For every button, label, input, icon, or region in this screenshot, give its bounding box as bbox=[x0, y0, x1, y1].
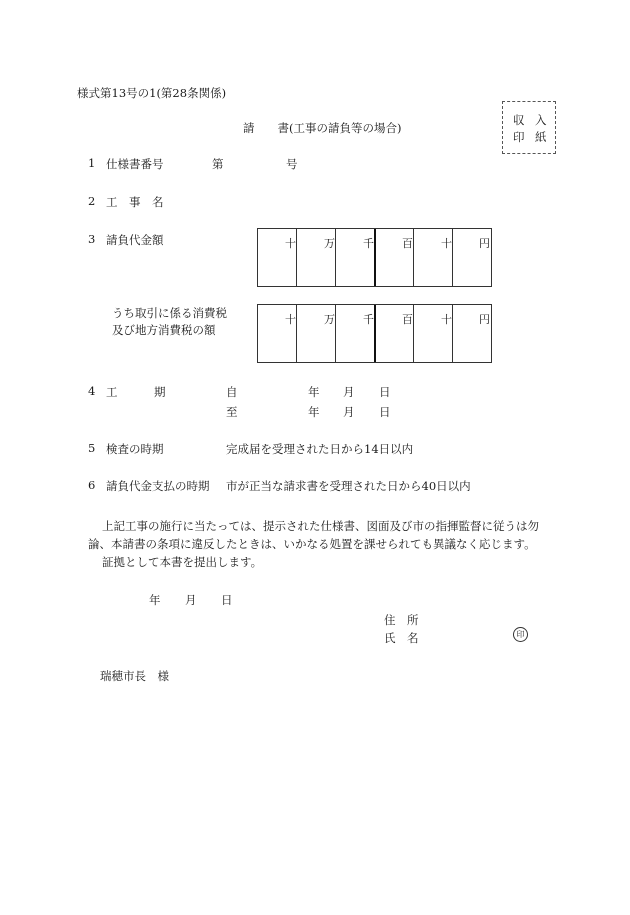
date-month: 月 bbox=[185, 593, 197, 607]
inspection-value: 完成届を受理された日から14日以内 bbox=[226, 442, 414, 456]
amount-column-divider bbox=[452, 305, 453, 362]
contract-amount-label: 請負代金額 bbox=[106, 233, 164, 247]
amount-column-divider bbox=[335, 229, 336, 286]
date-day: 日 bbox=[221, 593, 233, 607]
period-from-year: 年 bbox=[308, 385, 320, 399]
unit-label: 円 bbox=[479, 313, 490, 326]
unit-label: 十 bbox=[285, 237, 296, 250]
amount-column-divider bbox=[296, 229, 297, 286]
document-title: 請 書(工事の請負等の場合) bbox=[243, 121, 402, 135]
spec-number-prefix: 第 bbox=[212, 157, 224, 171]
name-label: 氏 名 bbox=[384, 631, 419, 645]
period-from-day: 日 bbox=[379, 385, 391, 399]
period-label-b: 期 bbox=[154, 385, 166, 399]
seal-mark: 印 bbox=[513, 627, 528, 642]
revenue-stamp-box bbox=[502, 101, 556, 154]
period-to-day: 日 bbox=[379, 405, 391, 419]
item-number: 2 bbox=[88, 194, 96, 208]
item-number: 3 bbox=[88, 232, 96, 246]
spec-number-label: 仕様書番号 bbox=[106, 157, 164, 171]
amount-column-divider bbox=[335, 305, 336, 362]
item-number: 5 bbox=[88, 441, 96, 455]
tax-amount-box bbox=[257, 304, 492, 363]
form-reference: 様式第13号の1(第28条関係) bbox=[77, 86, 227, 100]
address-label: 住 所 bbox=[384, 613, 419, 627]
stamp-char: 収 bbox=[513, 113, 525, 127]
period-from-month: 月 bbox=[343, 385, 355, 399]
item-number: 6 bbox=[88, 478, 96, 492]
period-to-year: 年 bbox=[308, 405, 320, 419]
amount-column-divider bbox=[296, 305, 297, 362]
tax-label-line2: 及び地方消費税の額 bbox=[112, 323, 216, 337]
body-line-2: 論、本請書の条項に違反したときは、いかなる処置を課せられても異議なく応じます。 bbox=[88, 537, 536, 551]
amount-column-divider bbox=[374, 305, 376, 362]
tax-label-line1: うち取引に係る消費税 bbox=[112, 306, 227, 320]
unit-label: 十 bbox=[441, 313, 452, 326]
date-year: 年 bbox=[149, 593, 161, 607]
unit-label: 百 bbox=[402, 237, 413, 250]
payment-value: 市が正当な請求書を受理された日から40日以内 bbox=[226, 479, 471, 493]
unit-label: 万 bbox=[324, 237, 335, 250]
unit-label: 百 bbox=[402, 313, 413, 326]
unit-label: 万 bbox=[324, 313, 335, 326]
body-line-3: 証拠として本書を提出します。 bbox=[102, 555, 263, 569]
period-to: 至 bbox=[226, 405, 238, 419]
body-line-1: 上記工事の施行に当たっては、提示された仕様書、図面及び市の指揮監督に従うは勿 bbox=[102, 519, 539, 533]
period-from: 自 bbox=[226, 385, 238, 399]
work-name-label: 工 事 名 bbox=[106, 195, 164, 209]
stamp-char: 紙 bbox=[535, 130, 547, 144]
unit-label: 千 bbox=[363, 313, 374, 326]
inspection-label: 検査の時期 bbox=[106, 442, 164, 456]
stamp-char: 印 bbox=[513, 130, 525, 144]
amount-column-divider bbox=[452, 229, 453, 286]
period-to-month: 月 bbox=[343, 405, 355, 419]
unit-label: 円 bbox=[479, 237, 490, 250]
item-number: 1 bbox=[88, 156, 96, 170]
amount-column-divider bbox=[374, 229, 376, 286]
amount-column-divider bbox=[413, 305, 414, 362]
payment-label: 請負代金支払の時期 bbox=[106, 479, 210, 493]
stamp-char: 入 bbox=[535, 113, 547, 127]
addressee: 瑞穂市長 様 bbox=[100, 669, 169, 683]
item-number: 4 bbox=[88, 384, 96, 398]
unit-label: 十 bbox=[285, 313, 296, 326]
unit-label: 十 bbox=[441, 237, 452, 250]
unit-label: 千 bbox=[363, 237, 374, 250]
spec-number-suffix: 号 bbox=[286, 157, 298, 171]
contract-amount-box bbox=[257, 228, 492, 287]
period-label-a: 工 bbox=[106, 385, 118, 399]
amount-column-divider bbox=[413, 229, 414, 286]
